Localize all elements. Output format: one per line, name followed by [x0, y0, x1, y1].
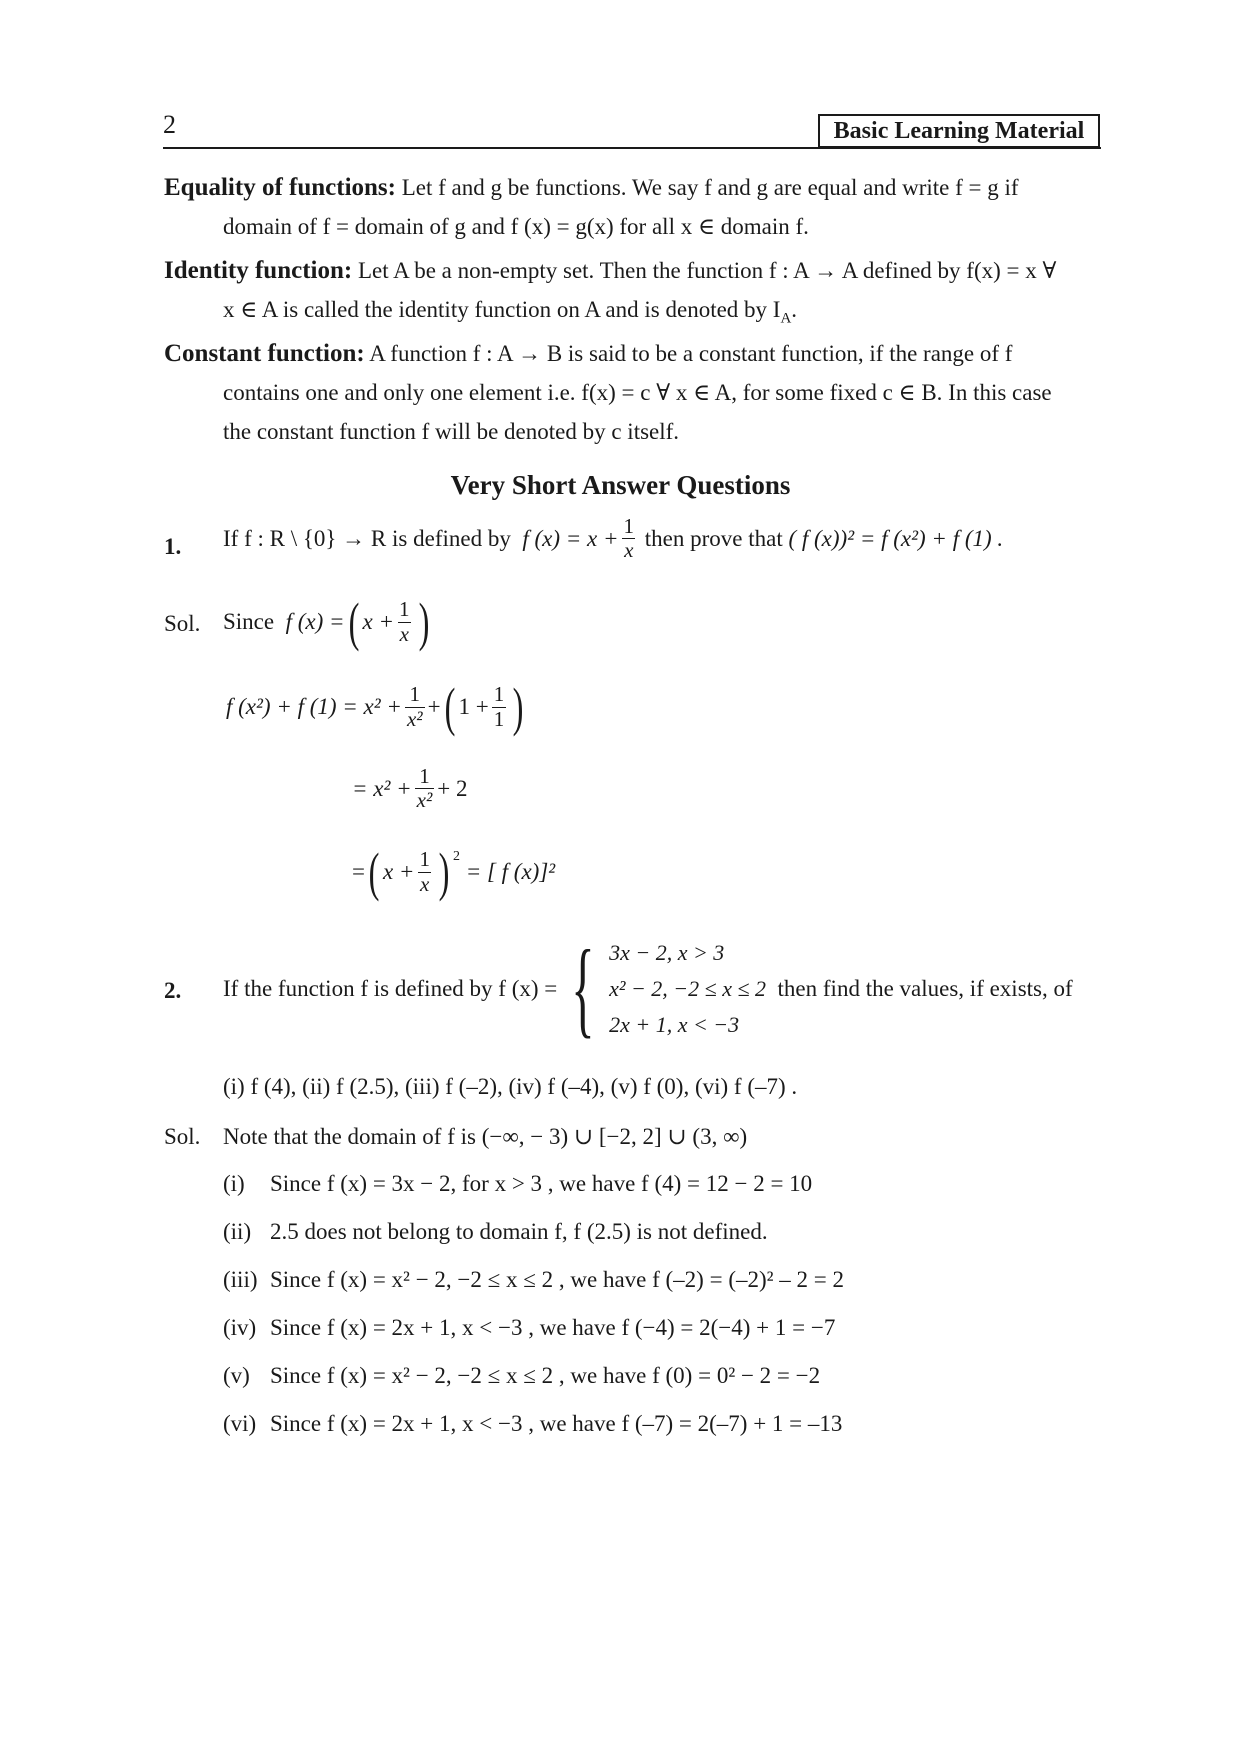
constant-label: Constant function: [164, 340, 365, 367]
q2-statement [223, 929, 1073, 1048]
constant-line2: contains one and only one element i.e. f(x) = c ∀ x ∈ A, for some fixed c ∈ B. In this case [223, 380, 1052, 405]
q1-step4 [352, 842, 556, 902]
q1-step1 [223, 592, 433, 652]
left-paren: ( [444, 677, 455, 737]
q1-step2-num: 1 [409, 682, 420, 707]
identity-definition [164, 251, 1104, 339]
identity-line1: Let A be a non-empty set. Then the function f : A → A defined by f(x) = x ∀ [357, 258, 1057, 283]
header-divider [163, 147, 1101, 149]
answer-tag: (i) [223, 1171, 245, 1196]
q1-frac-den: x [624, 538, 634, 563]
q1-step4-den: x [420, 871, 430, 896]
answer-text: Since f (x) = 2x + 1, x < −3 , we have f (−4) = 2(−4) + 1 = −7 [270, 1315, 836, 1340]
right-paren: ) [418, 592, 429, 652]
q1-step3-den: x² [416, 788, 433, 813]
answer-tag: (iv) [223, 1315, 257, 1340]
q2-text-a: If the function f is defined by f (x) = [223, 976, 558, 1001]
q1-step4-num: 1 [419, 847, 430, 872]
q1-step2-inner-fraction [492, 683, 507, 730]
q1-step2-lhs: f (x²) + f (1) = x² + [226, 694, 402, 719]
q1-step2-inner-num: 1 [493, 682, 505, 707]
constant-definition [164, 334, 1104, 451]
q1-frac-num: 1 [623, 514, 634, 538]
q1-text-a: If f : R \ {0} → R is defined by [223, 525, 511, 551]
q2-answer [223, 1411, 1103, 1459]
q2-case1: 3x − 2, x > 3 [609, 940, 725, 965]
q2-text-b: then find the values, if exists, of [777, 976, 1073, 1001]
q1-step2-inner: 1 + [458, 694, 489, 719]
q2-answer [223, 1171, 1103, 1219]
q1-step1-num: 1 [399, 597, 410, 622]
q1-step1-expr: x + [362, 609, 395, 634]
q1-step3-fraction [415, 765, 435, 812]
answer-tag: (iii) [223, 1267, 258, 1292]
q1-step4-fraction [417, 848, 432, 895]
q1-step3-num: 1 [419, 764, 430, 788]
q1-step3-tail: + 2 [437, 775, 468, 801]
q2-answer [223, 1219, 1103, 1267]
q1-since: Since [223, 609, 275, 634]
constant-line3: the constant function f will be denoted by c itself. [223, 419, 680, 444]
q2-cases [609, 935, 766, 1043]
equality-definition [164, 168, 1104, 246]
q1-step3 [352, 765, 468, 812]
answer-tag: (vi) [223, 1411, 257, 1436]
answer-text: Since f (x) = 2x + 1, x < −3 , we have f (–7) = 2(–7) + 1 = –13 [270, 1411, 843, 1436]
q2-answer-list [223, 1171, 1103, 1459]
q2-case3: 2x + 1, x < −3 [609, 1012, 740, 1037]
answer-text: 2.5 does not belong to domain f, f (2.5) is not defined. [270, 1219, 768, 1244]
left-brace-icon: { [571, 929, 595, 1048]
q2-case2: x² − 2, −2 ≤ x ≤ 2 [609, 976, 767, 1001]
constant-line1: A function f : A → B is said to be a constant function, if the range of f [369, 341, 1013, 366]
q1-step1-fraction [397, 598, 412, 645]
left-paren: ( [368, 842, 380, 902]
identity-line2: x ∈ A is called the identity function on A and is denoted by I [223, 297, 781, 322]
equality-line2: domain of f = domain of g and f (x) = g(x) for all x ∈ domain f. [223, 214, 809, 239]
q2-number: 2. [164, 978, 182, 1003]
q1-fraction [622, 515, 637, 562]
section-title: Very Short Answer Questions [450, 470, 791, 500]
equality-line1: Let f and g be functions. We say f and g are equal and write f = g if [401, 175, 1019, 200]
q1-claim: ( f (x))² = f (x²) + f (1) . [788, 525, 1004, 551]
answer-tag: (v) [223, 1363, 250, 1388]
q1-step4-eq: = [352, 859, 365, 884]
answer-text: Since f (x) = 3x − 2, for x > 3 , we have f (4) = 12 − 2 = 10 [270, 1171, 813, 1196]
q1-step4-square: 2 [452, 849, 460, 864]
q1-text-b: then prove that [644, 525, 783, 551]
book-title-box [818, 114, 1100, 148]
q1-step4-expr: x + [382, 859, 415, 884]
identity-line2-wrap [164, 290, 1104, 339]
answer-tag: (ii) [223, 1219, 252, 1244]
q2-sol-intro: Note that the domain of f is (−∞, − 3) ∪ [−2, 2] ∪ (3, ∞) [223, 1124, 748, 1149]
right-paren: ) [512, 677, 524, 737]
q1-step4-rhs: = [ f (x)]² [465, 859, 556, 884]
q1-step2-inner-den: 1 [493, 706, 505, 731]
q2-answer [223, 1363, 1103, 1411]
q1-sol-label: Sol. [164, 611, 201, 636]
identity-subscript: A [780, 310, 792, 327]
identity-line2-end: . [791, 297, 798, 322]
q2-sol-label: Sol. [164, 1124, 201, 1149]
right-paren: ) [438, 842, 450, 902]
q1-statement [223, 515, 1003, 562]
q1-fx: f (x) = x + [522, 525, 619, 551]
answer-text: Since f (x) = x² − 2, −2 ≤ x ≤ 2 , we have f (0) = 0² − 2 = −2 [270, 1363, 821, 1388]
equality-label: Equality of functions: [164, 174, 396, 201]
q1-number: 1. [164, 534, 182, 559]
q1-step1-lhs: f (x) = [285, 609, 345, 634]
q1-step2 [226, 677, 527, 737]
q1-step2-fraction [405, 683, 425, 730]
q2-answer [223, 1267, 1103, 1315]
q2-answer [223, 1315, 1103, 1363]
q1-step1-den: x [399, 621, 409, 646]
page-number: 2 [163, 110, 176, 139]
q1-step3-lhs: = x² + [352, 775, 412, 801]
identity-label: Identity function: [164, 257, 353, 284]
left-paren: ( [348, 592, 359, 652]
q1-step2-den: x² [406, 706, 423, 731]
book-title: Basic Learning Material [833, 117, 1085, 144]
q2-parts: (i) f (4), (ii) f (2.5), (iii) f (–2), (iv) f (–4), (v) f (0), (vi) f (–7) . [223, 1074, 798, 1099]
q1-step2-plus: + [427, 694, 441, 719]
answer-text: Since f (x) = x² − 2, −2 ≤ x ≤ 2 , we have f (–2) = (–2)² – 2 = 2 [270, 1267, 845, 1292]
